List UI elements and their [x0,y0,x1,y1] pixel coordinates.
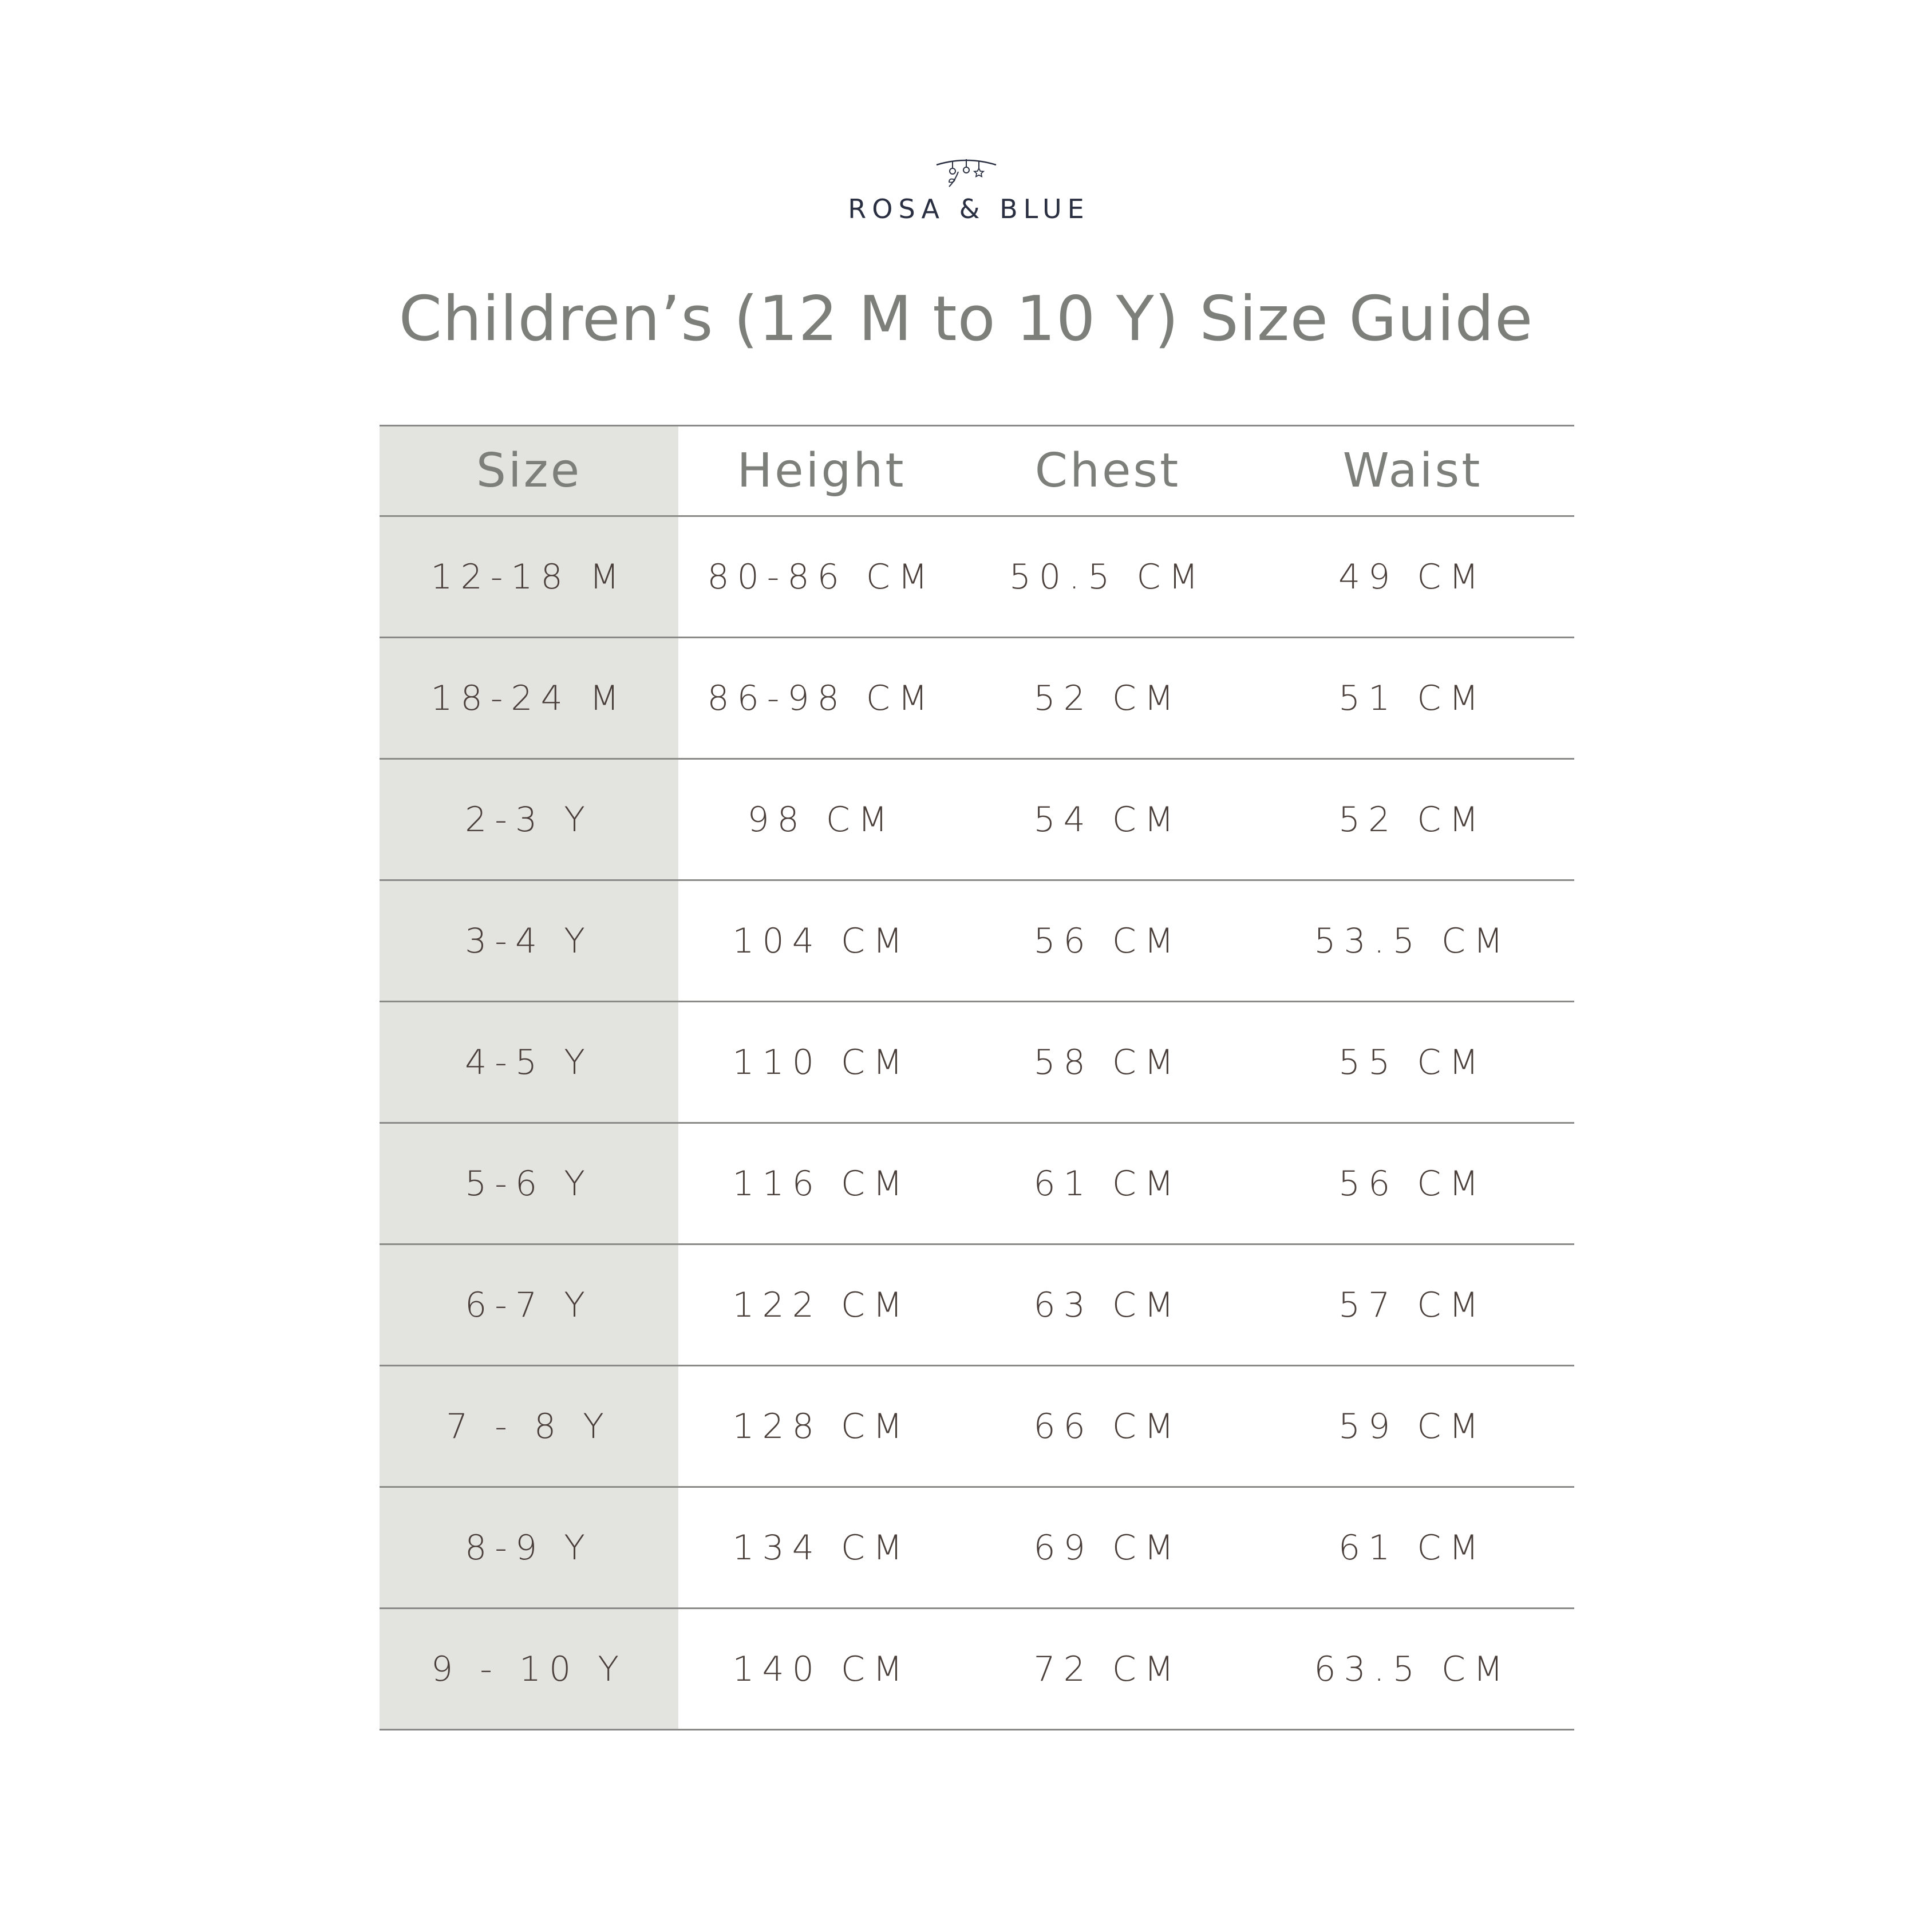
cell-size: 12-18 M [380,516,678,638]
table-header-row [380,426,1574,516]
table-row [380,880,1574,1002]
cell-height: 116 CM [732,1163,911,1204]
cell-height: 140 CM [732,1649,911,1689]
table-row [380,516,1574,638]
mobile-ornament-icon [932,155,1001,189]
cell-chest: 63 CM [1033,1285,1182,1325]
cell-height: 122 CM [732,1285,911,1325]
cell-height: 128 CM [732,1406,911,1447]
cell-height: 104 CM [732,920,911,961]
cell-waist: 56 CM [1338,1163,1487,1204]
cell-chest: 54 CM [1033,799,1182,840]
cell-waist: 52 CM [1338,799,1487,840]
cell-waist: 61 CM [1338,1527,1487,1568]
cell-chest: 66 CM [1033,1406,1182,1447]
cell-chest: 72 CM [1033,1649,1182,1689]
cell-size: 6-7 Y [380,1244,678,1366]
size-guide-table [380,425,1574,1730]
table-row [380,1002,1574,1123]
cell-size: 5-6 Y [380,1123,678,1244]
cell-chest: 58 CM [1033,1042,1182,1082]
header-height: Height [737,444,906,498]
cell-height: 98 CM [747,799,896,840]
cell-height: 86-98 CM [707,678,936,718]
cell-chest: 52 CM [1033,678,1182,718]
cell-chest: 69 CM [1033,1527,1182,1568]
cell-size: 2-3 Y [380,759,678,880]
cell-chest: 61 CM [1033,1163,1182,1204]
cell-chest: 56 CM [1033,920,1182,961]
cell-height: 110 CM [732,1042,911,1082]
brand-logo [0,155,1932,224]
cell-height: 80-86 CM [707,556,936,597]
header-chest: Chest [1034,444,1181,498]
table-row [380,1244,1574,1366]
cell-waist: 49 CM [1338,556,1487,597]
cell-size: 18-24 M [380,638,678,759]
table-row [380,638,1574,759]
cell-size: 8-9 Y [380,1487,678,1609]
brand-name: ROSA & BLUE [848,193,1090,224]
table-row [380,1123,1574,1244]
cell-waist: 57 CM [1338,1285,1487,1325]
cell-height: 134 CM [732,1527,911,1568]
cell-chest: 50.5 CM [1009,556,1207,597]
table-row [380,759,1574,880]
cell-size: 4-5 Y [380,1002,678,1123]
header-waist: Waist [1342,444,1483,498]
cell-size: 3-4 Y [380,880,678,1002]
header-size: Size [380,426,678,516]
table-row [380,1609,1574,1730]
cell-waist: 63.5 CM [1314,1649,1511,1689]
cell-waist: 51 CM [1338,678,1487,718]
cell-waist: 53.5 CM [1314,920,1511,961]
cell-waist: 59 CM [1338,1406,1487,1447]
table-row [380,1487,1574,1609]
cell-size: 9 - 10 Y [380,1609,678,1730]
table-row [380,1366,1574,1487]
page-title: Children’s (12 M to 10 Y) Size Guide [398,283,1534,355]
cell-waist: 55 CM [1338,1042,1487,1082]
cell-size: 7 - 8 Y [380,1366,678,1487]
